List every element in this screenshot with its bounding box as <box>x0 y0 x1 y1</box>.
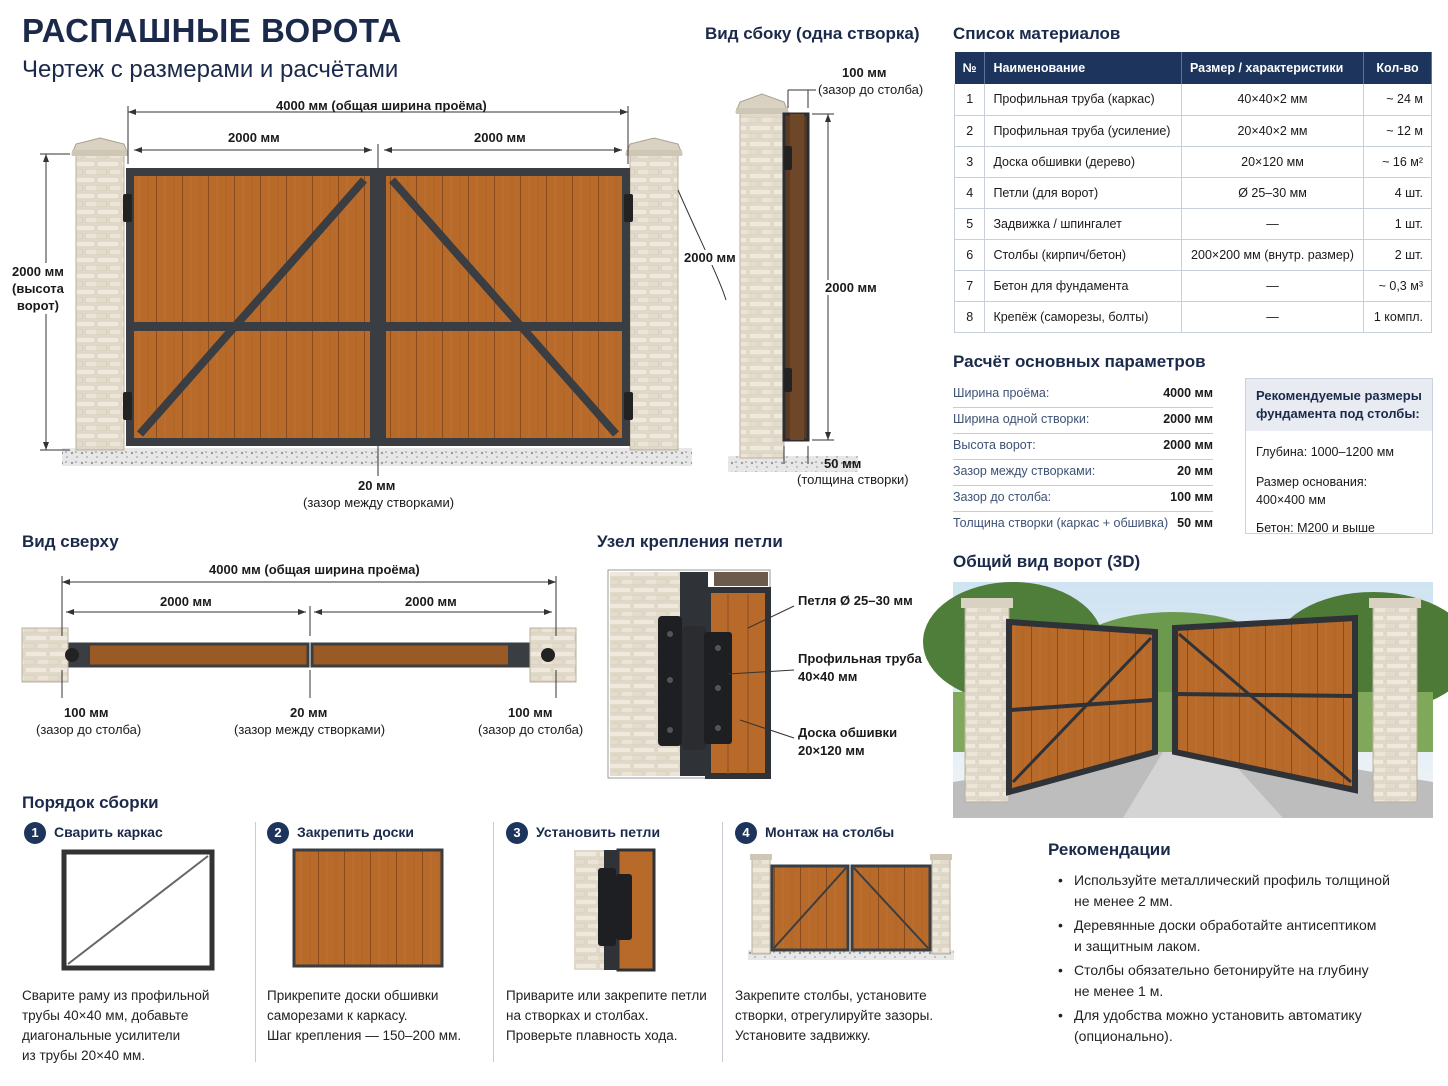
top-mid-gap-value: 20 мм <box>290 705 328 720</box>
materials-title: Список материалов <box>953 24 1121 43</box>
table-row <box>955 301 1432 332</box>
table-cell: Профильная труба (усиление) <box>985 115 1182 146</box>
table-header-row <box>955 52 1432 84</box>
table-row <box>955 84 1432 115</box>
step-1-illustration <box>60 848 220 974</box>
step-4-number: 4 <box>735 822 757 844</box>
foundation-concrete: Бетон: М200 и выше <box>1256 521 1375 535</box>
table-cell: 4 шт. <box>1364 177 1432 208</box>
step-2-number: 2 <box>267 822 289 844</box>
param-row: Толщина створки (каркас + обшивка) 50 мм <box>953 516 1213 530</box>
param-row: Высота ворот: 2000 мм <box>953 434 1213 460</box>
table-cell: Доска обшивки (дерево) <box>985 146 1182 177</box>
view3d-title: Общий вид ворот (3D) <box>953 552 1141 571</box>
top-leaf-left <box>70 644 308 666</box>
step-3-number: 3 <box>506 822 528 844</box>
side-height: 2000 мм <box>825 280 877 295</box>
table-cell: Бетон для фундамента <box>985 270 1182 301</box>
table-header-cell: Наименование <box>985 52 1182 84</box>
table-row <box>955 208 1432 239</box>
table-header-cell: Кол-во <box>1364 52 1432 84</box>
table-cell: — <box>1182 301 1364 332</box>
list-item: • Для удобства можно установить автоматику (опционально). <box>1048 1005 1428 1047</box>
table-cell: — <box>1182 270 1364 301</box>
side-thickness-value: 50 мм <box>824 456 862 471</box>
top-right-gap-value: 100 мм <box>508 705 553 720</box>
top-leaf-right-width: 2000 мм <box>405 594 457 609</box>
table-cell: Ø 25–30 мм <box>1182 177 1364 208</box>
step-2-illustration <box>292 848 448 972</box>
list-item: • Столбы обязательно бетонируйте на глубину не менее 1 м. <box>1048 960 1428 1002</box>
hinge-node-title: Узел крепления петли <box>597 532 783 551</box>
step-divider <box>722 822 723 1062</box>
table-cell: 20×40×2 мм <box>1182 115 1364 146</box>
params-title: Расчёт основных параметров <box>953 352 1206 371</box>
assembly-title: Порядок сборки <box>22 793 159 812</box>
step-4-text: Закрепите столбы, установите створки, отрегулируйте зазоры. Установите задвижку. <box>735 988 934 1043</box>
foundation-base-value: 400×400 мм <box>1256 493 1326 507</box>
step-1-number: 1 <box>24 822 46 844</box>
hinge-callout-1: Петля Ø 25–30 мм <box>798 593 913 608</box>
step-2-title: Закрепить доски <box>297 824 414 840</box>
table-row <box>955 239 1432 270</box>
table-cell: 20×120 мм <box>1182 146 1364 177</box>
step-4-illustration <box>748 850 954 962</box>
top-left-gap-value: 100 мм <box>64 705 109 720</box>
front-post-height: 2000 мм <box>684 250 736 265</box>
table-cell: — <box>1182 208 1364 239</box>
table-header-cell: Размер / характеристики <box>1182 52 1364 84</box>
hinge-callout-3: Доска обшивки 20×120 мм <box>798 725 898 758</box>
table-cell: Петли (для ворот) <box>985 177 1182 208</box>
list-item: • Деревянные доски обработайте антисептиком и защитным лаком. <box>1048 915 1428 957</box>
top-left-gap-caption: (зазор до столба) <box>36 722 142 737</box>
front-total-width: 4000 мм (общая ширина проёма) <box>276 98 487 113</box>
front-leaf-left-width: 2000 мм <box>228 130 280 145</box>
table-header-cell: № <box>955 52 985 84</box>
foundation-title: Рекомендуемые размеры фундамента под столбы: <box>1246 379 1432 431</box>
front-leaf-right-width: 2000 мм <box>474 130 526 145</box>
foundation-base-label: Размер основания: <box>1256 475 1368 489</box>
left-post <box>76 154 124 450</box>
table-row <box>955 270 1432 301</box>
side-view-drawing <box>700 60 920 480</box>
table-cell: Профильная труба (каркас) <box>985 84 1182 115</box>
side-thickness-caption: (толщина створки) <box>797 472 909 487</box>
step-4-title: Монтаж на столбы <box>765 824 895 840</box>
step-3-text: Приварите или закрепите петли на створках и столбах. Проверьте плавность хода. <box>506 988 707 1043</box>
table-row <box>955 146 1432 177</box>
table-cell: 3 <box>955 146 985 177</box>
front-gap-value: 20 мм <box>358 478 396 493</box>
table-cell: 1 <box>955 84 985 115</box>
table-row <box>955 177 1432 208</box>
top-leaf-left-width: 2000 мм <box>160 594 212 609</box>
list-item: • Используйте металлический профиль толщиной не менее 2 мм. <box>1048 870 1428 912</box>
table-cell: 6 <box>955 239 985 270</box>
table-cell: 1 компл. <box>1364 301 1432 332</box>
table-cell: ~ 0,3 м³ <box>1364 270 1432 301</box>
top-leaf-right <box>312 644 528 666</box>
param-row: Ширина одной створки: 2000 мм <box>953 408 1213 434</box>
recommendations <box>1048 840 1428 1050</box>
top-mid-gap-caption: (зазор между створками) <box>234 722 386 737</box>
step-1-title: Сварить каркас <box>54 824 163 840</box>
recommendations-title: Рекомендации <box>1048 840 1171 859</box>
table-cell: ~ 16 м² <box>1364 146 1432 177</box>
table-cell: Задвижка / шпингалет <box>985 208 1182 239</box>
right-post <box>630 154 678 450</box>
front-view-drawing <box>0 0 700 520</box>
page-title: РАСПАШНЫЕ ВОРОТА <box>22 12 402 49</box>
page-subtitle: Чертеж с размерами и расчётами <box>22 56 399 83</box>
foundation-box <box>1245 378 1433 534</box>
table-cell: Крепёж (саморезы, болты) <box>985 301 1182 332</box>
param-row: Зазор между створками: 20 мм <box>953 460 1213 486</box>
top-right-gap-caption: (зазор до столба) <box>478 722 584 737</box>
table-cell: ~ 12 м <box>1364 115 1432 146</box>
materials-table <box>954 52 1432 333</box>
step-4-header <box>735 822 894 844</box>
table-cell: 40×40×2 мм <box>1182 84 1364 115</box>
table-row <box>955 115 1432 146</box>
foundation-depth: Глубина: 1000–1200 мм <box>1256 445 1394 459</box>
step-2-header <box>267 822 414 844</box>
param-row: Ширина проёма: 4000 мм <box>953 382 1213 408</box>
step-1-header <box>24 822 163 844</box>
step-3-header <box>506 822 660 844</box>
top-view-title: Вид сверху <box>22 532 119 551</box>
step-3-title: Установить петли <box>536 824 661 840</box>
side-gap-caption: (зазор до столба) <box>818 82 924 97</box>
param-row: Зазор до столба: 100 мм <box>953 486 1213 512</box>
front-gap-caption: (зазор между створками) <box>303 495 455 510</box>
table-cell: 1 шт. <box>1364 208 1432 239</box>
table-cell: 2 <box>955 115 985 146</box>
table-cell: 7 <box>955 270 985 301</box>
side-gap-value: 100 мм <box>842 65 887 80</box>
side-view-title: Вид сбоку (одна створка) <box>705 24 920 43</box>
table-cell: 4 <box>955 177 985 208</box>
step-3-illustration <box>574 850 656 972</box>
front-height-label: 2000 мм (высота ворот) <box>12 264 64 313</box>
step-2-text: Прикрепите доски обшивки саморезами к каркасу. Шаг крепления — 150–200 мм. <box>267 988 462 1043</box>
table-cell: Столбы (кирпич/бетон) <box>985 239 1182 270</box>
top-total-width: 4000 мм (общая ширина проёма) <box>209 562 420 577</box>
table-cell: 8 <box>955 301 985 332</box>
table-cell: 2 шт. <box>1364 239 1432 270</box>
step-1-text: Сварите раму из профильной трубы 40×40 мм, добавьте диагональные усилители из трубы 20×40 мм. <box>22 988 210 1063</box>
table-cell: 200×200 мм (внутр. размер) <box>1182 239 1364 270</box>
hinge-callout-2: Профильная труба 40×40 мм <box>798 651 922 684</box>
table-cell: ~ 24 м <box>1364 84 1432 115</box>
step-divider <box>255 822 256 1062</box>
top-view-drawing <box>0 570 600 710</box>
view3d-illustration <box>953 582 1433 818</box>
table-cell: 5 <box>955 208 985 239</box>
step-divider <box>493 822 494 1062</box>
